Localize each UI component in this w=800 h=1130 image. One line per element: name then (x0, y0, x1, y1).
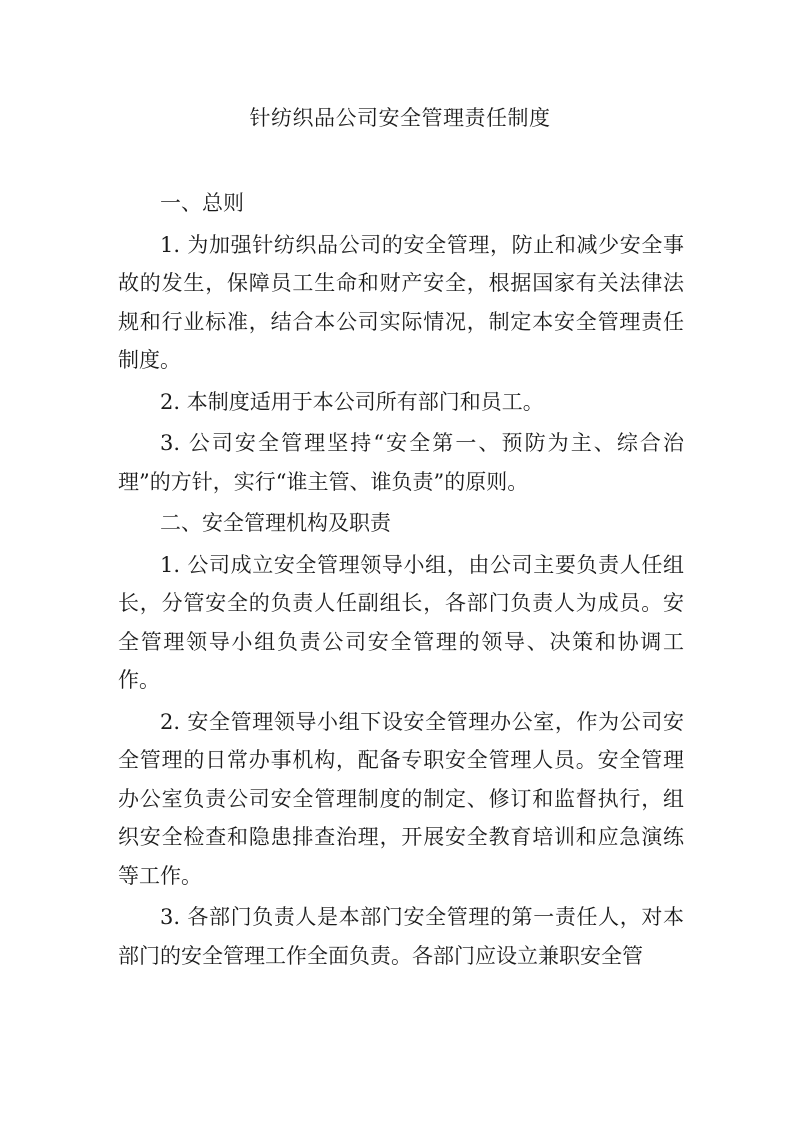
paragraph-general-2: 2. 本制度适用于本公司所有部门和员工。 (160, 389, 544, 414)
document-body (118, 184, 684, 978)
document-title: 针纺织品公司安全管理责任制度 (249, 106, 551, 130)
paragraph-organization-1: 1. 公司成立安全管理领导小组，由公司主要负责人任组长，分管安全的负责人任副组长，各部门负责人为成员。安全管理领导小组负责公司安全管理的领导、决策和协调工作。 (118, 552, 684, 692)
paragraph-organization-2: 2. 安全管理领导小组下设安全管理办公室，作为公司安全管理的日常办事机构，配备专职安全管理人员。安全管理办公室负责公司安全管理制度的制定、修订和监督执行，组织安全检查和隐患排查治理，开展安全教育培训和应急演练等工作。 (118, 709, 684, 888)
section-heading-organization: 二、安全管理机构及职责 (160, 511, 391, 535)
paragraph-organization-3: 3. 各部门负责人是本部门安全管理的第一责任人，对本部门的安全管理工作全面负责。各部门应设立兼职安全管 (118, 905, 684, 968)
paragraph-general-3: 3. 公司安全管理坚持“安全第一、预防为主、综合治理”的方针，实行“谁主管、谁负责”的原则。 (118, 431, 684, 494)
paragraph-general-1: 1. 为加强针纺织品公司的安全管理，防止和减少安全事故的发生，保障员工生命和财产安全，根据国家有关法律法规和行业标准，结合本公司实际情况，制定本安全管理责任制度。 (118, 232, 684, 372)
section-heading-general: 一、总则 (160, 191, 244, 215)
